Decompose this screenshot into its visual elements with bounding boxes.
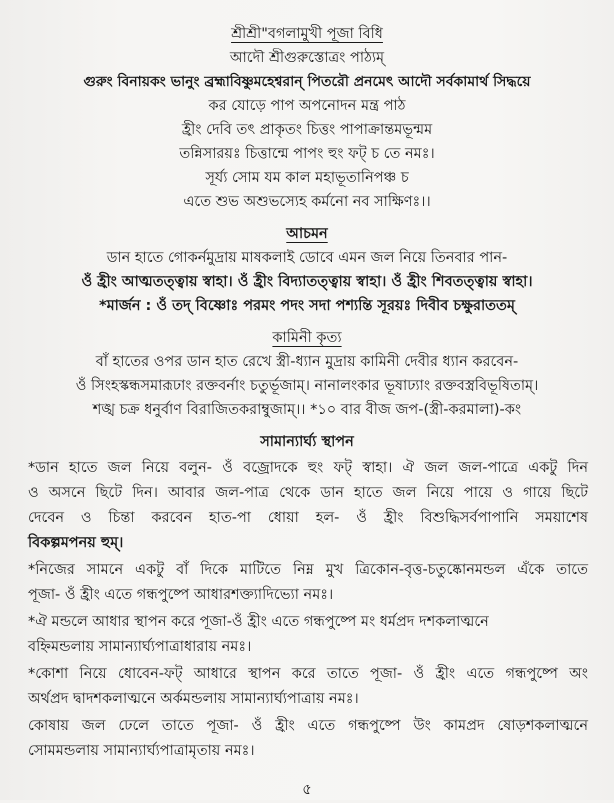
section-line: বাঁ হাতের ওপর ডান হাত রেখে স্ত্রী-ধ্যান মুদ্রায় কামিনী দেবীর ধ্যান করবেন- xyxy=(95,354,519,370)
section-heading-kamini: কামিনী কৃত্য xyxy=(272,330,342,346)
section-line: *ডান হাতে জল নিয়ে বলুন- ওঁ বজ্রোদকে হুং ফট্ স্বাহা। ঐ জল জল-পাত্রে একটু দিন xyxy=(28,460,588,476)
section-line: বিকল্পমপনয় হুম্। xyxy=(28,535,124,551)
section-line: পূজা- ওঁ হ্রীং এতে গন্ধপুষ্পে আধারশক্ত্যাদিভ্যো নমঃ। xyxy=(28,587,334,603)
section-line: সোমমন্ডলায় সামান্যার্ঘ্যপাত্রামৃতায় নমঃ। xyxy=(28,743,255,759)
prayer-line: তন্নিসারয়ঃ চিত্তান্মে পাপং হুং ফট্ চ তে নমঃ। xyxy=(179,146,435,162)
document-title: শ্রীশ্রী"বগলামুখী পূজা বিধি xyxy=(231,26,383,42)
section-line: ওঁ সিংহস্কন্ধসমারূঢাং রক্তবর্নাং চতুর্ভূজাম্। নানালংকার ভূষাঢ্যাং রক্তবস্ত্রবিভূষিতাম্। xyxy=(75,378,539,394)
section-line: *কোশা নিয়ে ধোবেন-ফট্ আধারে স্থাপন করে তাতে পূজা- ওঁ হ্রীং এতে গন্ধপুষ্পে অং xyxy=(28,666,588,682)
section-line: কোষায় জল ঢেলে তাতে পূজা- ওঁ হ্রীং এতে গন্ধপুষ্পে উং কামপ্রদ ষোড়শকলাত্মনে xyxy=(28,718,588,734)
prayer-line: এতে শুভ অশুভস্যেহ কর্মনো নব সাক্ষিণঃ।। xyxy=(183,194,431,210)
section-line: বহ্নিমন্ডলায় সামান্যার্ঘ্যপাত্রাধারায় নমঃ। xyxy=(28,639,252,655)
invocation-verse: গুরুং বিনায়কং ভানুং ব্রহ্মাবিষ্ণুমহেশ্বরান্ পিতরৌ প্রনমেৎ আদৌ সর্বকামার্থ সিদ্ধয়ে xyxy=(83,74,531,90)
prayer-line: হ্রীং দেবি তৎ প্রাকৃতং চিত্তং পাপাক্রান্তমভূন্মম xyxy=(181,122,433,138)
section-line: শঙ্খ চক্র ধনুর্বাণ বিরাজিতকরাম্বুজাম্।। *১০ বার বীজ জপ-(স্ত্রী-করমালা)-কং xyxy=(92,402,522,418)
prayer-line: সূর্য্য সোম যম কাল মহাভূতানিপঞ্চ চ xyxy=(205,170,409,186)
section-heading-samanyarghya: সামান্যার্ঘ্য স্থাপন xyxy=(260,434,354,450)
page-number: ৫ xyxy=(302,780,312,798)
section-heading-achaman: আচমন xyxy=(286,226,328,242)
section-line: দেবেন ও চিন্তা করবেন হাত-পা ধোয়া হল- ওঁ হ্রীং বিশুদ্ধিসর্বপাপানি সময়াশেষ xyxy=(28,510,588,526)
section-line: অর্থপ্রদ দ্বাদশকলাত্মনে অর্কমন্ডলায় সামান্যার্ঘ্যপাত্রায় নমঃ। xyxy=(28,691,359,707)
section-line: ডান হাতে গোকর্নমুদ্রায় মাষকলাই ডোবে এমন জল নিয়ে তিনবার পান- xyxy=(106,250,508,266)
section-line: *ঐ মন্ডলে আধার স্থাপন করে পূজা-ওঁ হ্রীং এতে গন্ধপুষ্পে মং ধর্মপ্রদ দশকলাত্মনে xyxy=(28,614,489,630)
section-line: ও অসনে ছিটে দিন। আবার জল-পাত্র থেকে ডান হাতে জল নিয়ে পায়ে ও গায়ে ছিটে xyxy=(28,485,588,501)
prayer-heading: কর যোড়ে পাপ অপনোদন মন্ত্র পাঠ xyxy=(208,98,406,114)
section-line: *নিজের সামনে একটু বাঁ দিকে মাটিতে নিম্ন মুখ ত্রিকোন-বৃত্ত-চতুষ্কোনমন্ডল এঁকে তাতে xyxy=(28,562,588,578)
document-subtitle: আদৌ শ্রীগুরুস্তোত্রং পাঠ্যম্ xyxy=(229,50,385,66)
section-line: *মার্জন : ওঁ তদ্ বিষ্ণোঃ পরমং পদং সদা পশ্যন্তি সূরয়ঃ দিবীব চক্ষুরাততম্ xyxy=(99,298,515,314)
section-line: ওঁ হ্রীং আত্মতত্ত্বায় স্বাহা। ওঁ হ্রীং বিদ্যাতত্ত্বায় স্বাহা। ওঁ হ্রীং শিবতত্ত্বায় স্বাহা। xyxy=(81,274,533,290)
